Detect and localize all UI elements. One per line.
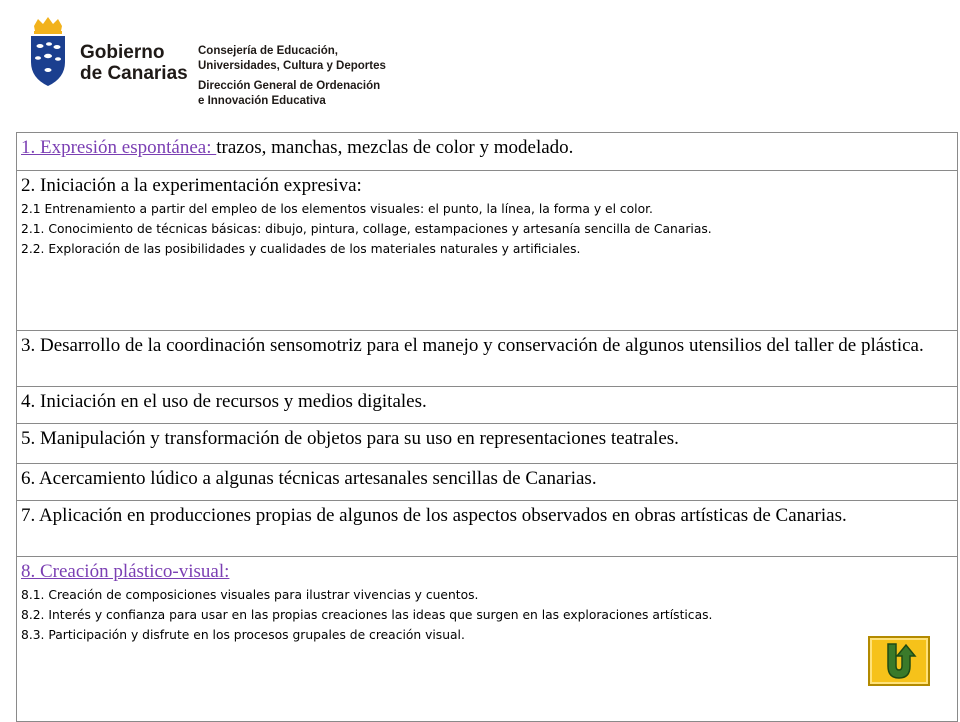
organization-name: [80, 42, 188, 84]
gobierno-canarias-logo: [28, 16, 408, 108]
table-row: [17, 424, 958, 464]
list-item: 2.2. Exploración de las posibilidades y cualidades de los materiales naturales y artificiales.: [21, 242, 581, 256]
return-button[interactable]: [868, 636, 930, 686]
u-turn-arrow-icon: [880, 642, 918, 682]
department-line-4: e Innovación Educativa: [198, 94, 326, 107]
table-cell: 4. Iniciación en el uso de recursos y medios digitales.: [17, 387, 958, 424]
row-text: trazos, manchas, mezclas de color y modelado.: [216, 137, 574, 158]
table-row: [17, 501, 958, 557]
department-name: [198, 44, 386, 108]
table-row: [17, 133, 958, 171]
table-cell: 3. Desarrollo de la coordinación sensomotriz para el manejo y conservación de algunos utensilios del taller de plástica.: [17, 331, 958, 387]
table-row: [17, 331, 958, 387]
table-row: [17, 557, 958, 722]
department-line-2: Universidades, Cultura y Deportes: [198, 59, 386, 72]
table-cell: [17, 133, 958, 171]
creacion-plastico-visual-link[interactable]: 8. Creación plástico-visual:: [21, 561, 230, 582]
table-cell: 5. Manipulación y transformación de objetos para su uso en representaciones teatrales.: [17, 424, 958, 464]
table-row: [17, 464, 958, 501]
table-cell: [17, 171, 958, 331]
list-item: 2.1. Conocimiento de técnicas básicas: dibujo, pintura, collage, estampaciones y artesanía sencilla de Canarias.: [21, 222, 712, 236]
list-item: 8.2. Interés y confianza para usar en las propias creaciones las ideas que surgen en las exploraciones artísticas.: [21, 608, 713, 622]
table-cell: [17, 557, 958, 722]
list-item: 8.3. Participación y disfrute en los procesos grupales de creación visual.: [21, 628, 465, 642]
list-item: 2.1 Entrenamiento a partir del empleo de los elementos visuales: el punto, la línea, la forma y el color.: [21, 202, 653, 216]
table-row: [17, 171, 958, 331]
department-line-3: Dirección General de Ordenación: [198, 80, 381, 92]
organization-line-1: Gobierno: [80, 42, 165, 63]
table-cell: 6. Acercamiento lúdico a algunas técnicas artesanales sencillas de Canarias.: [17, 464, 958, 501]
expresion-espontanea-link[interactable]: 1. Expresión espontánea:: [21, 137, 217, 158]
organization-line-2: de Canarias: [80, 63, 188, 84]
crest-icon: [28, 16, 68, 88]
row-title: 2. Iniciación a la experimentación expresiva:: [21, 175, 362, 196]
list-item: 8.1. Creación de composiciones visuales para ilustrar vivencias y cuentos.: [21, 588, 479, 602]
department-line-1: Consejería de Educación,: [198, 45, 338, 57]
table-row: [17, 387, 958, 424]
content-table: [16, 132, 958, 722]
table-cell: 7. Aplicación en producciones propias de algunos de los aspectos observados en obras artísticas de Canarias.: [17, 501, 958, 557]
